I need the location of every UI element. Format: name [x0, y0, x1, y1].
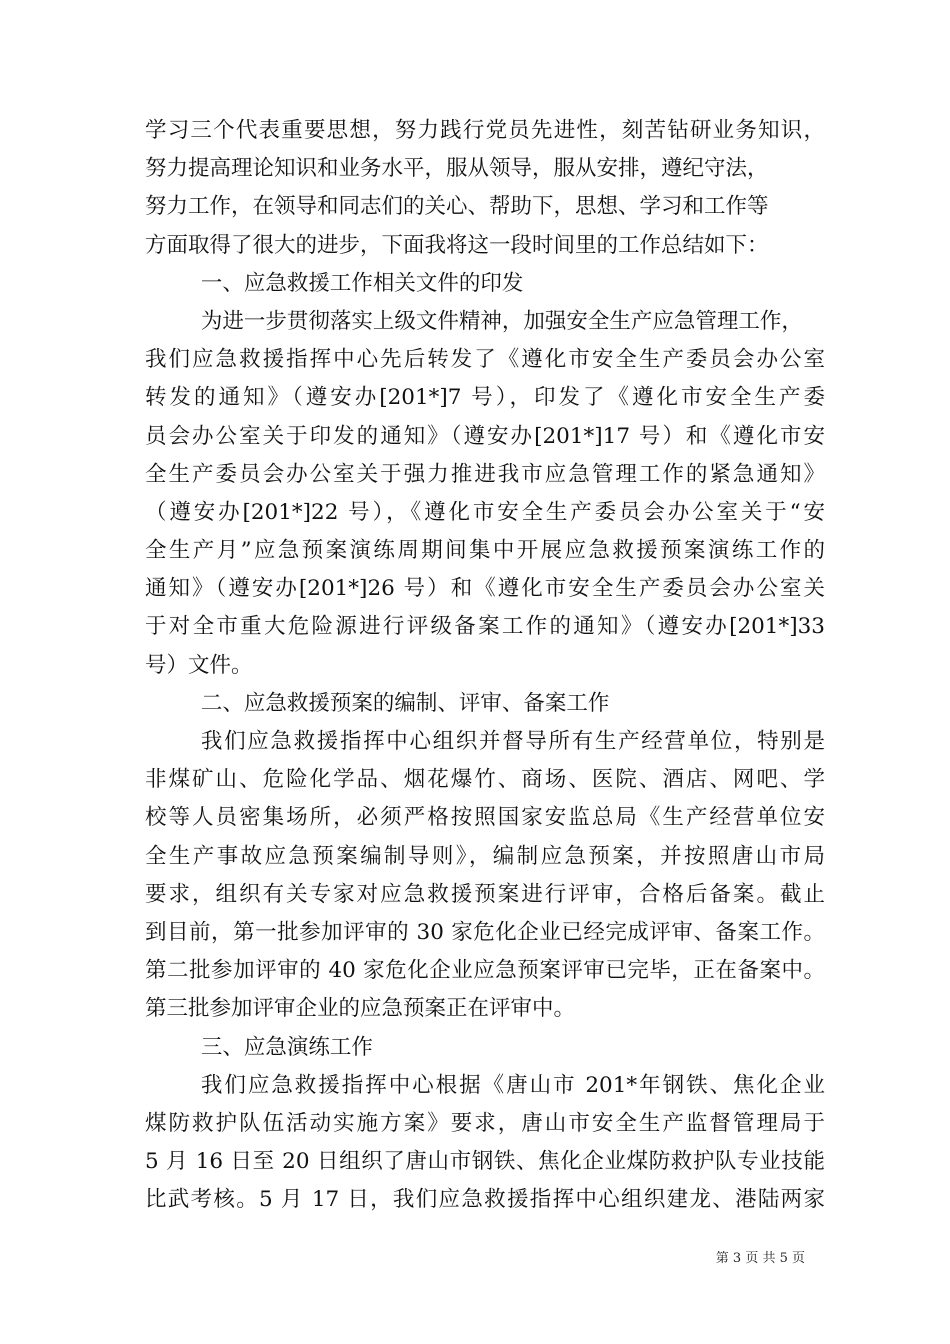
text-line: 员会办公室关于印发的通知》（遵安办[201*]17 号）和《遵化市安: [145, 423, 825, 449]
text-line: 一、应急救援工作相关文件的印发: [200, 270, 524, 296]
text-line: 校等人员密集场所，必须严格按照国家安监总局《生产经营单位安: [145, 805, 825, 831]
text-line: 通知》（遵安办[201*]26 号）和《遵化市安全生产委员会办公室关: [145, 576, 825, 602]
text-line: 全生产事故应急预案编制导则》，编制应急预案，并按照唐山市局: [145, 843, 825, 869]
text-line: 努力工作，在领导和同志们的关心、帮助下，思想、学习和工作等: [145, 194, 769, 220]
text-line: 我们应急救援指挥中心组织并督导所有生产经营单位，特别是: [200, 729, 825, 754]
text-line: 号）文件。: [145, 652, 253, 678]
text-line: 要求，组织有关专家对应急救援预案进行评审，合格后备案。截止: [145, 881, 825, 907]
text-line: 全生产委员会办公室关于强力推进我市应急管理工作的紧急通知》: [145, 461, 825, 487]
text-line: 二、应急救援预案的编制、评审、备案工作: [200, 690, 610, 716]
document-body: [145, 112, 825, 1219]
text-line: 全生产月”应急预案演练周期间集中开展应急救援预案演练工作的: [145, 538, 825, 564]
text-line: 学习三个代表重要思想，努力践行党员先进性，刻苦钻研业务知识，: [145, 118, 825, 143]
text-line: 非煤矿山、危险化学品、烟花爆竹、商场、医院、酒店、网吧、学: [145, 767, 825, 793]
page-number: 第 3 页 共 5 页: [715, 1251, 805, 1266]
text-line: 为进一步贯彻落实上级文件精神，加强安全生产应急管理工作，: [200, 308, 803, 334]
text-line: 第二批参加评审的 40 家危化企业应急预案评审已完毕，正在备案中。: [145, 958, 825, 984]
text-line: 我们应急救援指挥中心根据《唐山市 201*年钢铁、焦化企业: [200, 1072, 825, 1098]
text-line: 5 月 16 日至 20 日组织了唐山市钢铁、焦化企业煤防救护队专业技能: [145, 1149, 825, 1175]
text-line: （遵安办[201*]22 号），《遵化市安全生产委员会办公室关于“安: [145, 499, 825, 525]
text-line: 转发的通知》（遵安办[201*]7 号），印发了《遵化市安全生产委: [145, 385, 825, 411]
text-line: 三、应急演练工作: [200, 1034, 373, 1060]
text-line: 第三批参加评审企业的应急预案正在评审中。: [145, 996, 576, 1022]
text-line: 到目前，第一批参加评审的 30 家危化企业已经完成评审、备案工作。: [145, 919, 825, 945]
text-line: 比武考核。5 月 17 日，我们应急救援指挥中心组织建龙、港陆两家: [145, 1187, 825, 1213]
text-line: 煤防救护队伍活动实施方案》要求，唐山市安全生产监督管理局于: [145, 1110, 825, 1136]
text-line: 于对全市重大危险源进行评级备案工作的通知》（遵安办[201*]33: [145, 614, 825, 640]
text-line: 努力提高理论知识和业务水平，服从领导，服从安排，遵纪守法，: [145, 156, 769, 182]
text-line: 我们应急救援指挥中心先后转发了《遵化市安全生产委员会办公室: [145, 347, 825, 373]
text-line: 方面取得了很大的进步，下面我将这一段时间里的工作总结如下：: [145, 232, 769, 258]
